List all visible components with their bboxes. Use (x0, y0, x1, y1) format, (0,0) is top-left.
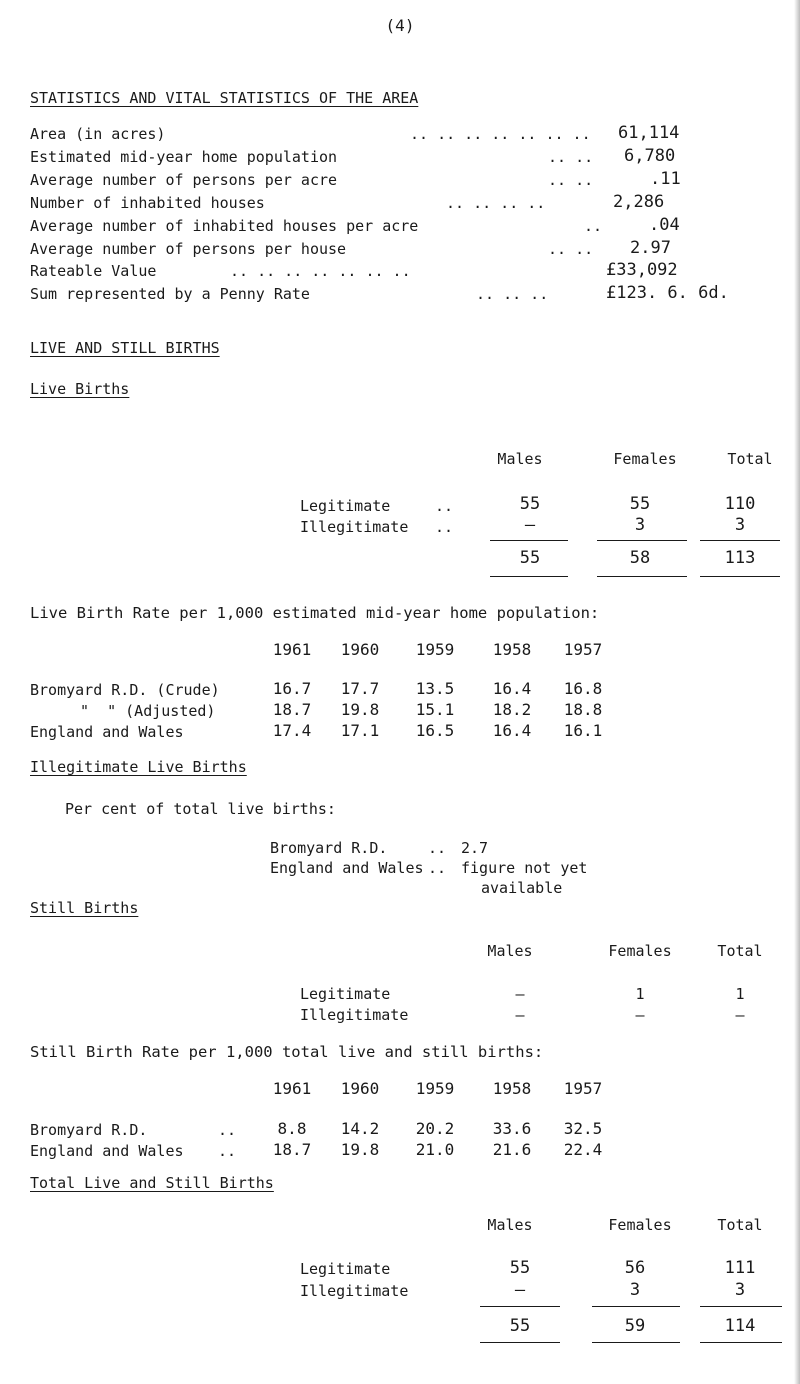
column-header: Males (487, 1216, 533, 1234)
total-value: 1 (735, 985, 745, 1003)
column-header: Total (717, 1216, 763, 1234)
males-value: 55 (509, 1258, 531, 1278)
leader-dots: .. .. .. .. (446, 194, 546, 212)
rate-value: 14.2 (340, 1119, 380, 1138)
leader-dots: .. (428, 839, 447, 857)
stat-value: 2,286 (613, 192, 665, 212)
females-value: 3 (634, 515, 646, 535)
row-label: Bromyard R.D. (Crude) (30, 681, 220, 699)
sum-rule (592, 1306, 680, 1307)
stat-label: Average number of persons per house (30, 240, 347, 258)
sum-rule (700, 1306, 782, 1307)
year-header: 1958 (492, 1079, 532, 1098)
total-rule (592, 1342, 680, 1343)
leader-dots: .. (428, 859, 447, 877)
total-rule (700, 1342, 782, 1343)
stat-value: 2.97 (630, 238, 671, 258)
column-header: Females (608, 942, 672, 960)
leader-dots: .. (435, 497, 454, 515)
rate-value: 16.7 (272, 679, 312, 698)
year-header: 1958 (492, 640, 532, 659)
total-rule (597, 576, 687, 577)
stat-value: .04 (649, 215, 680, 235)
rate-value: 21.6 (492, 1140, 532, 1159)
sum-rule (700, 540, 780, 541)
section-title: Still Birth Rate per 1,000 total live and still births: (30, 1043, 544, 1061)
leader-dots: .. .. (548, 171, 594, 189)
column-header: Total (717, 942, 763, 960)
year-header: 1961 (272, 1079, 312, 1098)
stat-value: 6,780 (624, 146, 676, 166)
leader-dots: .. .. .. .. .. .. .. (410, 125, 591, 143)
row-label: Illegitimate (300, 518, 409, 536)
rate-value: 16.4 (492, 679, 532, 698)
sum-rule (480, 1306, 560, 1307)
males-total: 55 (519, 548, 541, 568)
rate-value: 18.7 (272, 1140, 312, 1159)
males-value: – (515, 1006, 525, 1024)
total-value: 110 (724, 494, 756, 514)
stat-value: £123. 6. 6d. (606, 283, 729, 303)
note-text: available (481, 879, 563, 897)
rate-value: 13.5 (415, 679, 455, 698)
section-title: Live Birth Rate per 1,000 estimated mid-year home population: (30, 604, 600, 622)
stat-value: 61,114 (618, 123, 680, 143)
stat-label: Average number of persons per acre (30, 171, 338, 189)
leader-dots: .. .. (548, 148, 594, 166)
females-total: 58 (629, 548, 651, 568)
leader-dots: .. .. .. .. .. .. .. (230, 262, 411, 280)
rate-value: 33.6 (492, 1119, 532, 1138)
rate-value: 18.7 (272, 700, 312, 719)
rate-value: 21.0 (415, 1140, 455, 1159)
column-header: Males (497, 450, 543, 468)
column-header: Females (613, 450, 677, 468)
rate-value: 8.8 (277, 1119, 307, 1138)
year-header: 1960 (340, 1079, 380, 1098)
total-rule (490, 576, 568, 577)
page-number: (4) (385, 16, 415, 35)
leader-dots: .. (435, 518, 454, 536)
row-label: Legitimate (300, 497, 391, 515)
year-header: 1961 (272, 640, 312, 659)
row-label: Illegitimate (300, 1006, 409, 1024)
females-total: 59 (624, 1316, 646, 1336)
row-label: Illegitimate (300, 1282, 409, 1300)
section-title: Still Births (30, 899, 139, 917)
females-value: 3 (629, 1280, 641, 1300)
grand-total: 113 (724, 548, 756, 568)
stat-value: .11 (650, 169, 681, 189)
leader-dots: .. .. .. (476, 285, 549, 303)
rate-value: 16.1 (563, 721, 603, 740)
rate-value: 32.5 (563, 1119, 603, 1138)
leader-dots: .. (584, 217, 603, 235)
sum-rule (490, 540, 568, 541)
males-value: – (524, 515, 536, 535)
females-value: 56 (624, 1258, 646, 1278)
total-value: 3 (734, 1280, 746, 1300)
row-label: England and Wales (30, 723, 184, 741)
column-header: Females (608, 1216, 672, 1234)
rate-value: 17.7 (340, 679, 380, 698)
stat-label: Sum represented by a Penny Rate (30, 285, 310, 303)
section-title: Illegitimate Live Births (30, 758, 247, 776)
rate-value: 17.1 (340, 721, 380, 740)
column-header: Males (487, 942, 533, 960)
males-value: 55 (519, 494, 541, 514)
section-heading: LIVE AND STILL BIRTHS (30, 339, 220, 357)
row-label: England and Wales (30, 1142, 184, 1160)
percent-value: 2.7 (461, 839, 489, 857)
percent-value: figure not yet (461, 859, 588, 877)
rate-value: 18.2 (492, 700, 532, 719)
stat-label: Area (in acres) (30, 125, 166, 143)
total-rule (700, 576, 780, 577)
leader-dots: .. .. (548, 240, 594, 258)
row-label: " " (Adjusted) (80, 702, 216, 720)
year-header: 1957 (563, 640, 603, 659)
section-subtitle: Per cent of total live births: (65, 800, 336, 818)
stat-label: Rateable Value (30, 262, 157, 280)
year-header: 1960 (340, 640, 380, 659)
grand-total: 114 (724, 1316, 756, 1336)
rate-value: 19.8 (340, 700, 380, 719)
row-label: Legitimate (300, 1260, 391, 1278)
stat-value: £33,092 (606, 260, 678, 280)
rate-value: 15.1 (415, 700, 455, 719)
stat-label: Average number of inhabited houses per acre (30, 217, 419, 235)
section-title: Total Live and Still Births (30, 1174, 274, 1192)
row-label: England and Wales (270, 859, 424, 877)
females-value: 1 (635, 985, 645, 1003)
page-heading: STATISTICS AND VITAL STATISTICS OF THE AREA (30, 89, 419, 107)
year-header: 1959 (415, 640, 455, 659)
leader-dots: .. (218, 1121, 237, 1139)
rate-value: 16.8 (563, 679, 603, 698)
total-rule (480, 1342, 560, 1343)
leader-dots: .. (218, 1142, 237, 1160)
total-value: – (735, 1006, 745, 1024)
rate-value: 16.4 (492, 721, 532, 740)
total-value: 111 (724, 1258, 756, 1278)
total-value: 3 (734, 515, 746, 535)
rate-value: 17.4 (272, 721, 312, 740)
page-edge-shadow (794, 0, 800, 1384)
males-total: 55 (509, 1316, 531, 1336)
section-title: Live Births (30, 380, 130, 398)
row-label: Legitimate (300, 985, 391, 1003)
rate-value: 18.8 (563, 700, 603, 719)
males-value: – (514, 1280, 526, 1300)
rate-value: 19.8 (340, 1140, 380, 1159)
females-value: 55 (629, 494, 651, 514)
year-header: 1957 (563, 1079, 603, 1098)
column-header: Total (727, 450, 773, 468)
stat-label: Number of inhabited houses (30, 194, 265, 212)
row-label: Bromyard R.D. (30, 1121, 148, 1139)
stat-label: Estimated mid-year home population (30, 148, 338, 166)
year-header: 1959 (415, 1079, 455, 1098)
rate-value: 22.4 (563, 1140, 603, 1159)
sum-rule (597, 540, 687, 541)
rate-value: 16.5 (415, 721, 455, 740)
rate-value: 20.2 (415, 1119, 455, 1138)
males-value: – (515, 985, 525, 1003)
row-label: Bromyard R.D. (270, 839, 388, 857)
females-value: – (635, 1006, 645, 1024)
